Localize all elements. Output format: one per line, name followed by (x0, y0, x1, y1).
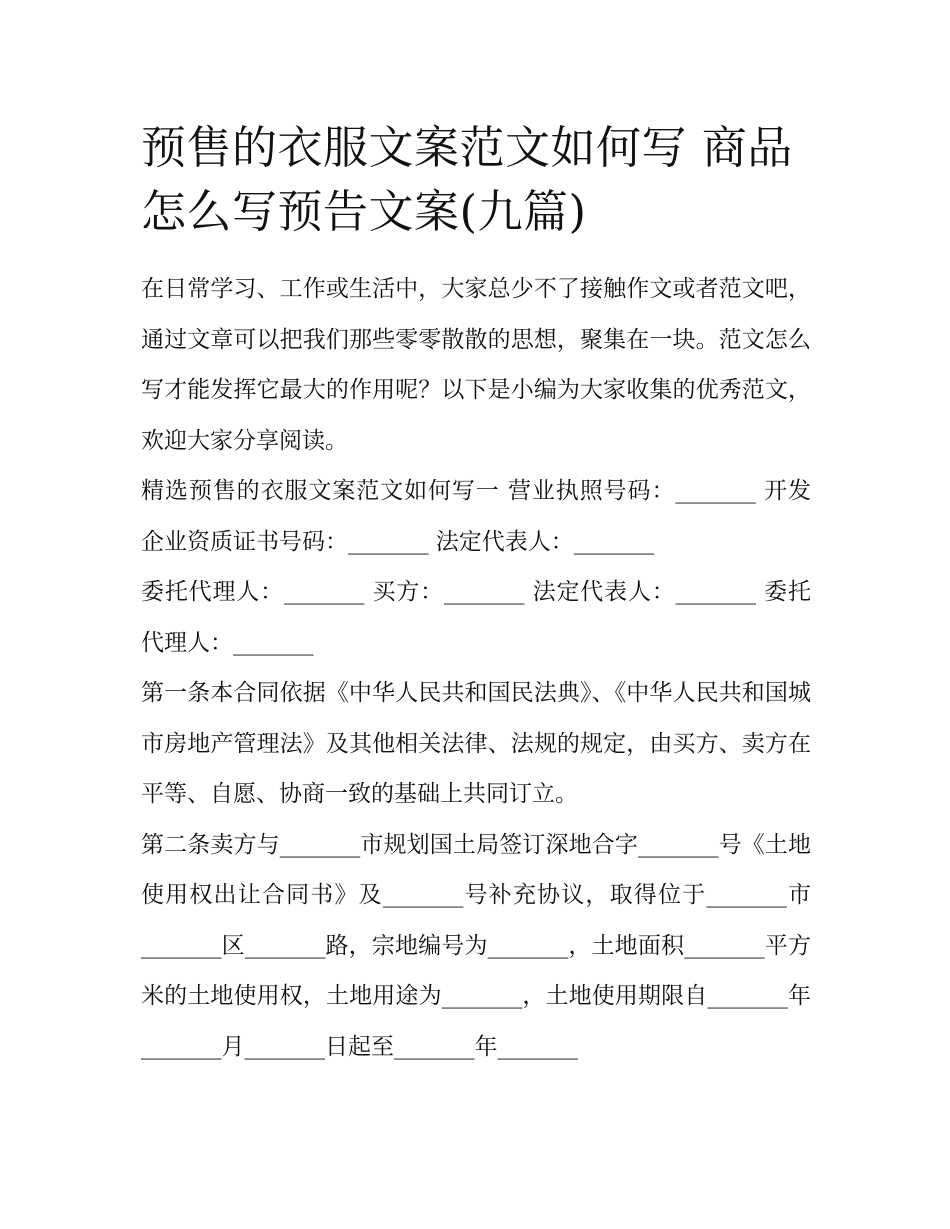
buyer-info-paragraph: 委托代理人：_______ 买方：_______ 法定代表人：_______ 委托代理人：_______ (141, 579, 811, 656)
document-page (141, 116, 811, 1072)
intro-paragraph: 在日常学习、工作或生活中，大家总少不了接触作文或者范文吧，通过文章可以把我们那些零零散散的思想，聚集在一块。范文怎么写才能发挥它最大的作用呢？以下是小编为大家收集的优秀范文，欢迎大家分享阅读。 (141, 276, 811, 454)
article-two-paragraph: 第二条卖方与_______市规划国土局签订深地合字_______号《土地使用权出让合同书》及_______号补充协议，取得位于_______市_______区_______路，宗地编号为_______，土地面积_______平方米的土地使用权，土地用途为_______，土地使用期限自_______年_______月_______日起至_______年_______ (141, 831, 811, 1060)
seller-info-paragraph: 精选预售的衣服文案范文如何写一 营业执照号码：_______ 开发企业资质证书号码：_______ 法定代表人：_______ (141, 478, 811, 555)
document-title: 预售的衣服文案范文如何写 商品怎么写预告文案(九篇) (141, 121, 793, 238)
article-one-paragraph: 第一条本合同依据《中华人民共和国民法典》、《中华人民共和国城市房地产管理法》及其他相关法律、法规的规定，由买方、卖方在平等、自愿、协商一致的基础上共同订立。 (141, 680, 811, 807)
